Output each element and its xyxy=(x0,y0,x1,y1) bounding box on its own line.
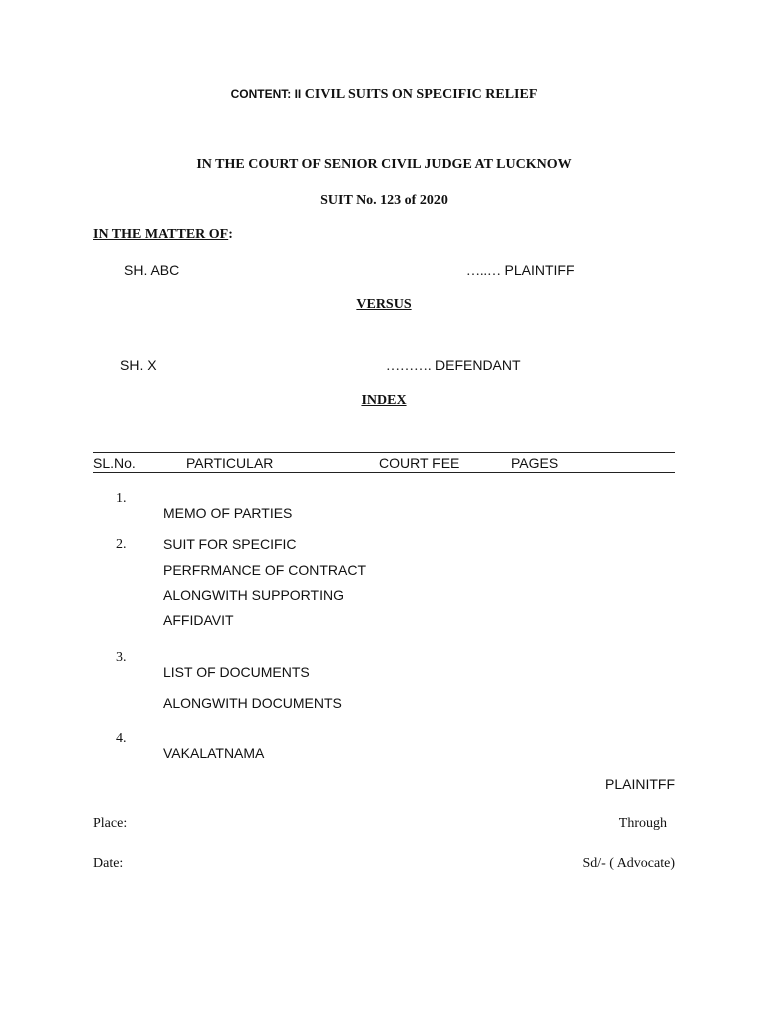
plaintiff-name: SH. ABC xyxy=(124,262,180,278)
place-label: Place: xyxy=(93,816,128,831)
row-1-serial: 1. xyxy=(116,491,127,506)
row-2-line-3: ALONGWITH SUPPORTING xyxy=(163,587,344,603)
court-name: IN THE COURT OF SENIOR CIVIL JUDGE AT LUCKNOW xyxy=(196,157,572,172)
row-3-serial: 3. xyxy=(116,650,127,665)
matter-heading xyxy=(93,227,233,243)
row-3-line-2: ALONGWITH DOCUMENTS xyxy=(163,695,342,711)
matter-heading-colon: : xyxy=(228,227,233,242)
row-2-line-4: AFFIDAVIT xyxy=(163,612,234,628)
defendant-role xyxy=(386,357,521,375)
header-slno: SL.No. xyxy=(93,455,136,471)
row-2-serial: 2. xyxy=(116,537,127,552)
advocate-signature: Sd/- ( Advocate) xyxy=(582,856,675,871)
versus-heading: VERSUS xyxy=(356,297,412,312)
row-2-line-2: PERFRMANCE OF CONTRACT xyxy=(163,562,366,578)
through-label: Through xyxy=(618,816,667,831)
suit-number: SUIT No. 123 of 2020 xyxy=(320,193,448,208)
row-3-line-1: LIST OF DOCUMENTS xyxy=(163,664,310,680)
row-4-line-1: VAKALATNAMA xyxy=(163,745,265,761)
row-2-line-1: SUIT FOR SPECIFIC xyxy=(163,536,297,552)
defendant-name: SH. X xyxy=(120,357,157,373)
header-particular: PARTICULAR xyxy=(186,455,274,471)
content-label: CONTENT: II xyxy=(230,87,302,101)
content-title: CIVIL SUITS ON SPECIFIC RELIEF xyxy=(304,87,538,102)
plaintiff-role xyxy=(466,262,575,280)
plaintiff-role-label: PLAINTIFF xyxy=(504,262,575,278)
plaintiff-dots: …..… xyxy=(466,264,505,279)
content-heading xyxy=(0,87,768,103)
row-1-line-1: MEMO OF PARTIES xyxy=(163,505,293,521)
defendant-dots: ………. xyxy=(386,359,435,374)
row-4-serial: 4. xyxy=(116,731,127,746)
table-top-rule xyxy=(93,452,675,453)
date-label: Date: xyxy=(93,856,124,871)
matter-heading-text: IN THE MATTER OF xyxy=(93,227,229,242)
header-court-fee: COURT FEE xyxy=(379,455,460,471)
index-heading: INDEX xyxy=(361,393,407,408)
defendant-role-label: DEFENDANT xyxy=(435,357,521,373)
header-pages: PAGES xyxy=(511,455,559,471)
plaintiff-signature-label: PLAINITFF xyxy=(604,776,675,792)
table-header-rule xyxy=(93,472,675,473)
